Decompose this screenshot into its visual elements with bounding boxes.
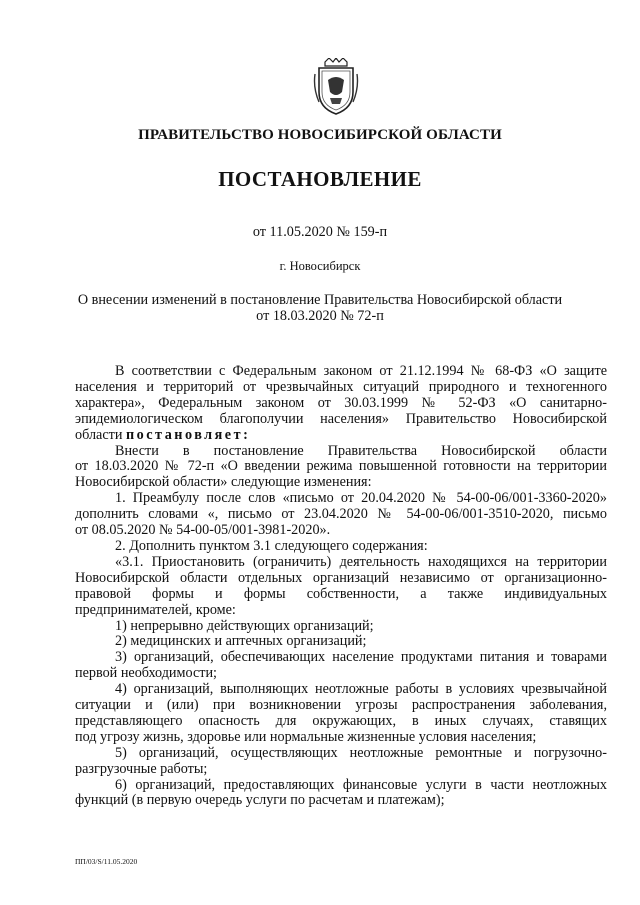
body-line: дополнить словами «, письмо от 23.04.2020 № 54-00-06/001-3510-2020, письмо bbox=[75, 506, 607, 523]
body-line: населения и территорий от чрезвычайных ситуаций природного и техногенного bbox=[75, 378, 607, 395]
body-line: 1. Преамбулу после слов «письмо от 20.04.2020 № 54-00-06/001-3360-2020» bbox=[115, 490, 607, 507]
subject-line: от 18.03.2020 № 72-п bbox=[256, 308, 384, 324]
body-line: ситуации и (или) при возникновении угрозы распространения заболевания, bbox=[75, 697, 607, 714]
list-item: 5) организаций, осуществляющих неотложные ремонтные и погрузочно- bbox=[115, 744, 607, 761]
body-line: эпидемиологическом благополучии населения» Правительство Новосибирской bbox=[75, 410, 607, 427]
list-item: 3) организаций, обеспечивающих население продуктами питания и товарами bbox=[115, 649, 607, 666]
body-line: под угрозу жизнь, здоровье или нормальные жизненные условия населения; bbox=[75, 728, 537, 745]
body-line: от 08.05.2020 № 54-00-05/001-3981-2020». bbox=[75, 522, 331, 539]
body-line: В соответствии с Федеральным законом от 21.12.1994 № 68-ФЗ «О защите bbox=[115, 363, 607, 379]
body-line: представляющего опасность для окружающих, в иных случаях, ставящих bbox=[75, 712, 607, 729]
footer-code: ПП/03/S/11.05.2020 bbox=[75, 857, 138, 866]
list-item: 4) организаций, выполняющих неотложные работы в условиях чрезвычайной bbox=[115, 681, 607, 698]
document-subject bbox=[0, 292, 640, 324]
body-line: Новосибирской области» следующие изменения: bbox=[75, 474, 372, 491]
organization-title: ПРАВИТЕЛЬСТВО НОВОСИБИРСКОЙ ОБЛАСТИ bbox=[138, 127, 502, 143]
body-line: характера», Федеральным законом от 30.03.1999 № 52-ФЗ «О санитарно- bbox=[75, 394, 607, 411]
document-body bbox=[75, 364, 607, 809]
coat-of-arms-icon bbox=[313, 58, 359, 116]
body-line: от 18.03.2020 № 72-п «О введении режима повышенной готовности на территории bbox=[75, 458, 607, 475]
subject-line: О внесении изменений в постановление Правительства Новосибирской области bbox=[77, 292, 563, 308]
list-item: 1) непрерывно действующих организаций; bbox=[115, 617, 374, 634]
body-line: Новосибирской области отдельных организаций независимо от организационно- bbox=[75, 569, 607, 586]
decree-word: постановляет: bbox=[125, 426, 251, 443]
document-type-title: ПОСТАНОВЛЕНИЕ bbox=[218, 167, 422, 191]
body-line: предпринимателей, кроме: bbox=[75, 601, 236, 618]
body-line: «3.1. Приостановить (ограничить) деятельность находящихся на территории bbox=[115, 553, 607, 570]
list-item: 2) медицинских и аптечных организаций; bbox=[115, 633, 367, 650]
body-line: правовой формы и формы собственности, а также индивидуальных bbox=[75, 585, 607, 602]
date-number: от 11.05.2020 № 159-п bbox=[252, 224, 388, 240]
body-line: Внести в постановление Правительства Новосибирской области bbox=[115, 442, 607, 459]
body-line: первой необходимости; bbox=[75, 665, 217, 682]
city: г. Новосибирск bbox=[279, 259, 361, 273]
body-line bbox=[75, 428, 607, 444]
body-line: функций (в первую очередь услуги по расчетам и платежам); bbox=[75, 792, 445, 809]
body-line: разгрузочные работы; bbox=[75, 760, 208, 777]
list-item: 6) организаций, предоставляющих финансовые услуги в части неотложных bbox=[115, 776, 607, 793]
body-line: 2. Дополнить пунктом 3.1 следующего содержания: bbox=[115, 537, 428, 554]
text-span: области bbox=[75, 426, 126, 443]
